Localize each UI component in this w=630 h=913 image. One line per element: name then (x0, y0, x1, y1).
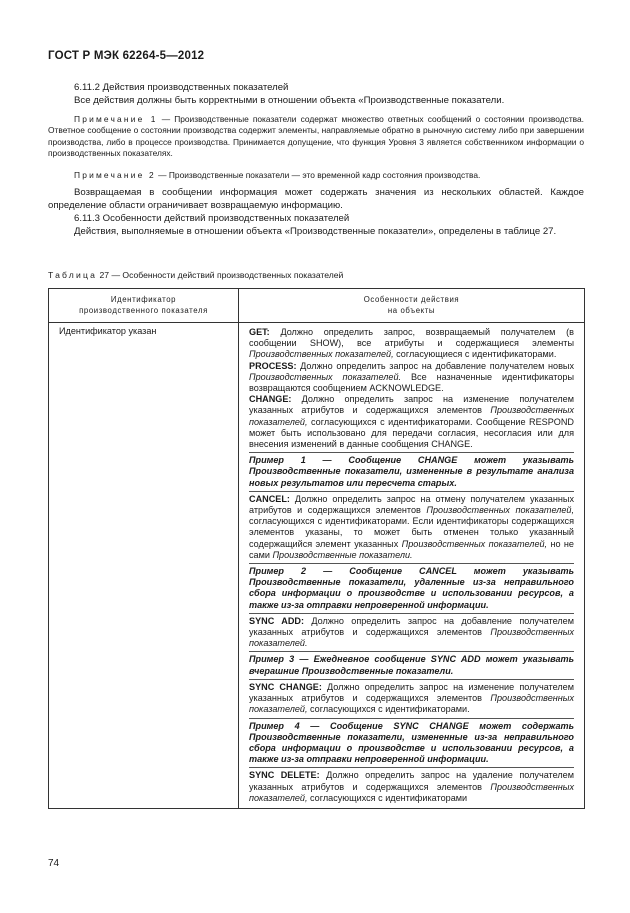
sync-add-action: SYNC ADD: Должно определить запрос на добавление получателем указанных атрибутов и содержащихся элементов Производственных показателей. (249, 615, 574, 649)
col1-header-line1: Идентификатор (110, 295, 177, 304)
actions-block-5 (249, 768, 574, 806)
section-6-11-2 (48, 82, 584, 107)
note-1 (48, 114, 584, 160)
example-1: Пример 1 — Сообщение CHANGE может указывать Производственные показатели, измененные в результате анализа новых результатов или пересчета старых. (249, 453, 574, 492)
col2-header-line1: Особенности действия (363, 295, 460, 304)
sync-delete-action: SYNC DELETE: Должно определить запрос на удаление получателем указанных атрибутов и содержащихся элементов Производственных показателей, согласующихся с идентификаторами (249, 770, 574, 803)
example-3: Пример 3 — Ежедневное сообщение SYNC ADD может указывать вчерашние Производственные показатели. (249, 652, 574, 679)
cancel-action: CANCEL: Должно определить запрос на отмену получателем указанных атрибутов и содержащихся элементов Производственных показателей, согласующихся с идентификаторами. Если идентификаторы содержащихся элементов указаны, то может быть отменен только указанный содержащийся элемент указанных Производственных показателей, но не сами Производственные показатели. (249, 493, 574, 560)
sync-change-action: SYNC CHANGE: Должно определить запрос на изменение получателем указанных атрибутов и содержащихся элементов Производственных показателей, согласующихся с идентификаторами. (249, 681, 574, 715)
note-1-label: Примечание 1 (74, 114, 158, 124)
table-caption-text: 27 — Особенности действий производственных показателей (97, 270, 344, 280)
actions-block-4 (249, 680, 574, 719)
actions-table (48, 288, 585, 809)
col1-header-line2: производственного показателя (79, 306, 208, 315)
section-6-11-2-title: 6.11.2 Действия производственных показателей (74, 82, 289, 93)
get-action: GET: Должно определить запрос, возвращаемый получателем (в сообщении SHOW), все атрибуты и содержащиеся элементы Производственных показателей, согласующиеся с идентификаторами. (249, 327, 574, 360)
table-caption-label: Таблица (48, 270, 98, 280)
section-6-11-3-text: Действия, выполняемые в отношении объекта «Производственные показатели», определены в таблице 27. (74, 225, 557, 237)
table-header-row (49, 289, 585, 323)
col2-header-line2: на объекты (387, 306, 436, 315)
section-6-11-3-title: 6.11.3 Особенности действий производственных показателей (74, 213, 350, 224)
paragraph-return-info-text: Возвращаемая в сообщении информация может содержать значения из нескольких областей. Каждое определение области ограничивает возвращаемую информацию. (48, 187, 584, 211)
example-4: Пример 4 — Сообщение SYNC CHANGE может содержать Производственные показатели, измененные из-за неправильного сбора информации о производстве и использовании ресурсов, а также из-за отправки непроверенной информации. (249, 719, 574, 769)
col1-header (49, 289, 239, 323)
note-2-text: — Производственные показатели — это временной кадр состояния производства. (155, 170, 481, 180)
example-2: Пример 2 — Сообщение CANCEL может указывать Производственные показатели, удаленные из-за неправильного сбора информации о производстве и использовании ресурсов, а также из-за отправки непроверенной информации. (249, 564, 574, 614)
table-caption (48, 270, 343, 280)
document-header: ГОСТ Р МЭК 62264-5—2012 (48, 50, 205, 62)
row-label: Идентификатор указан (59, 326, 157, 336)
col2-header (239, 289, 585, 323)
row-label-cell (49, 323, 239, 809)
actions-block-1 (249, 325, 574, 453)
paragraph-return-info (48, 187, 584, 212)
note-1-text: — Производственные показатели содержат множество ответных сообщений о состоянии производства. Ответное сообщение о состоянии производства содержит элементы, направляемые обратно в рыночную систему либо при завершении производства, либо в процессе производства. Принимается допущение, что функция Уровня 3 является собственником информации о производственных показателях. (48, 114, 584, 159)
table-row (49, 323, 585, 809)
page-number: 74 (48, 858, 60, 869)
row-content-cell (239, 323, 585, 809)
process-action: PROCESS: Должно определить запрос на добавление получателем новых Производственных показателей. Все назначенные идентификаторы возвращаются сообщением ACKNOWLEDGE. (249, 360, 574, 394)
actions-block-3 (249, 614, 574, 653)
note-2-label: Примечание 2 (74, 170, 156, 180)
note-2 (48, 170, 584, 181)
actions-block-2 (249, 492, 574, 564)
change-action: CHANGE: Должно определить запрос на изменение получателем указанных атрибутов и содержащихся элементов Производственных показателей, согласующихся с идентификаторами. Сообщение RESPOND может быть использовано для передачи согласия, несогласия или для внесения изменений в данные сообщения CHANGE. (249, 394, 574, 450)
section-6-11-2-text: Все действия должны быть корректными в отношении объекта «Производственные показатели. (74, 94, 505, 106)
section-6-11-3 (48, 213, 584, 238)
